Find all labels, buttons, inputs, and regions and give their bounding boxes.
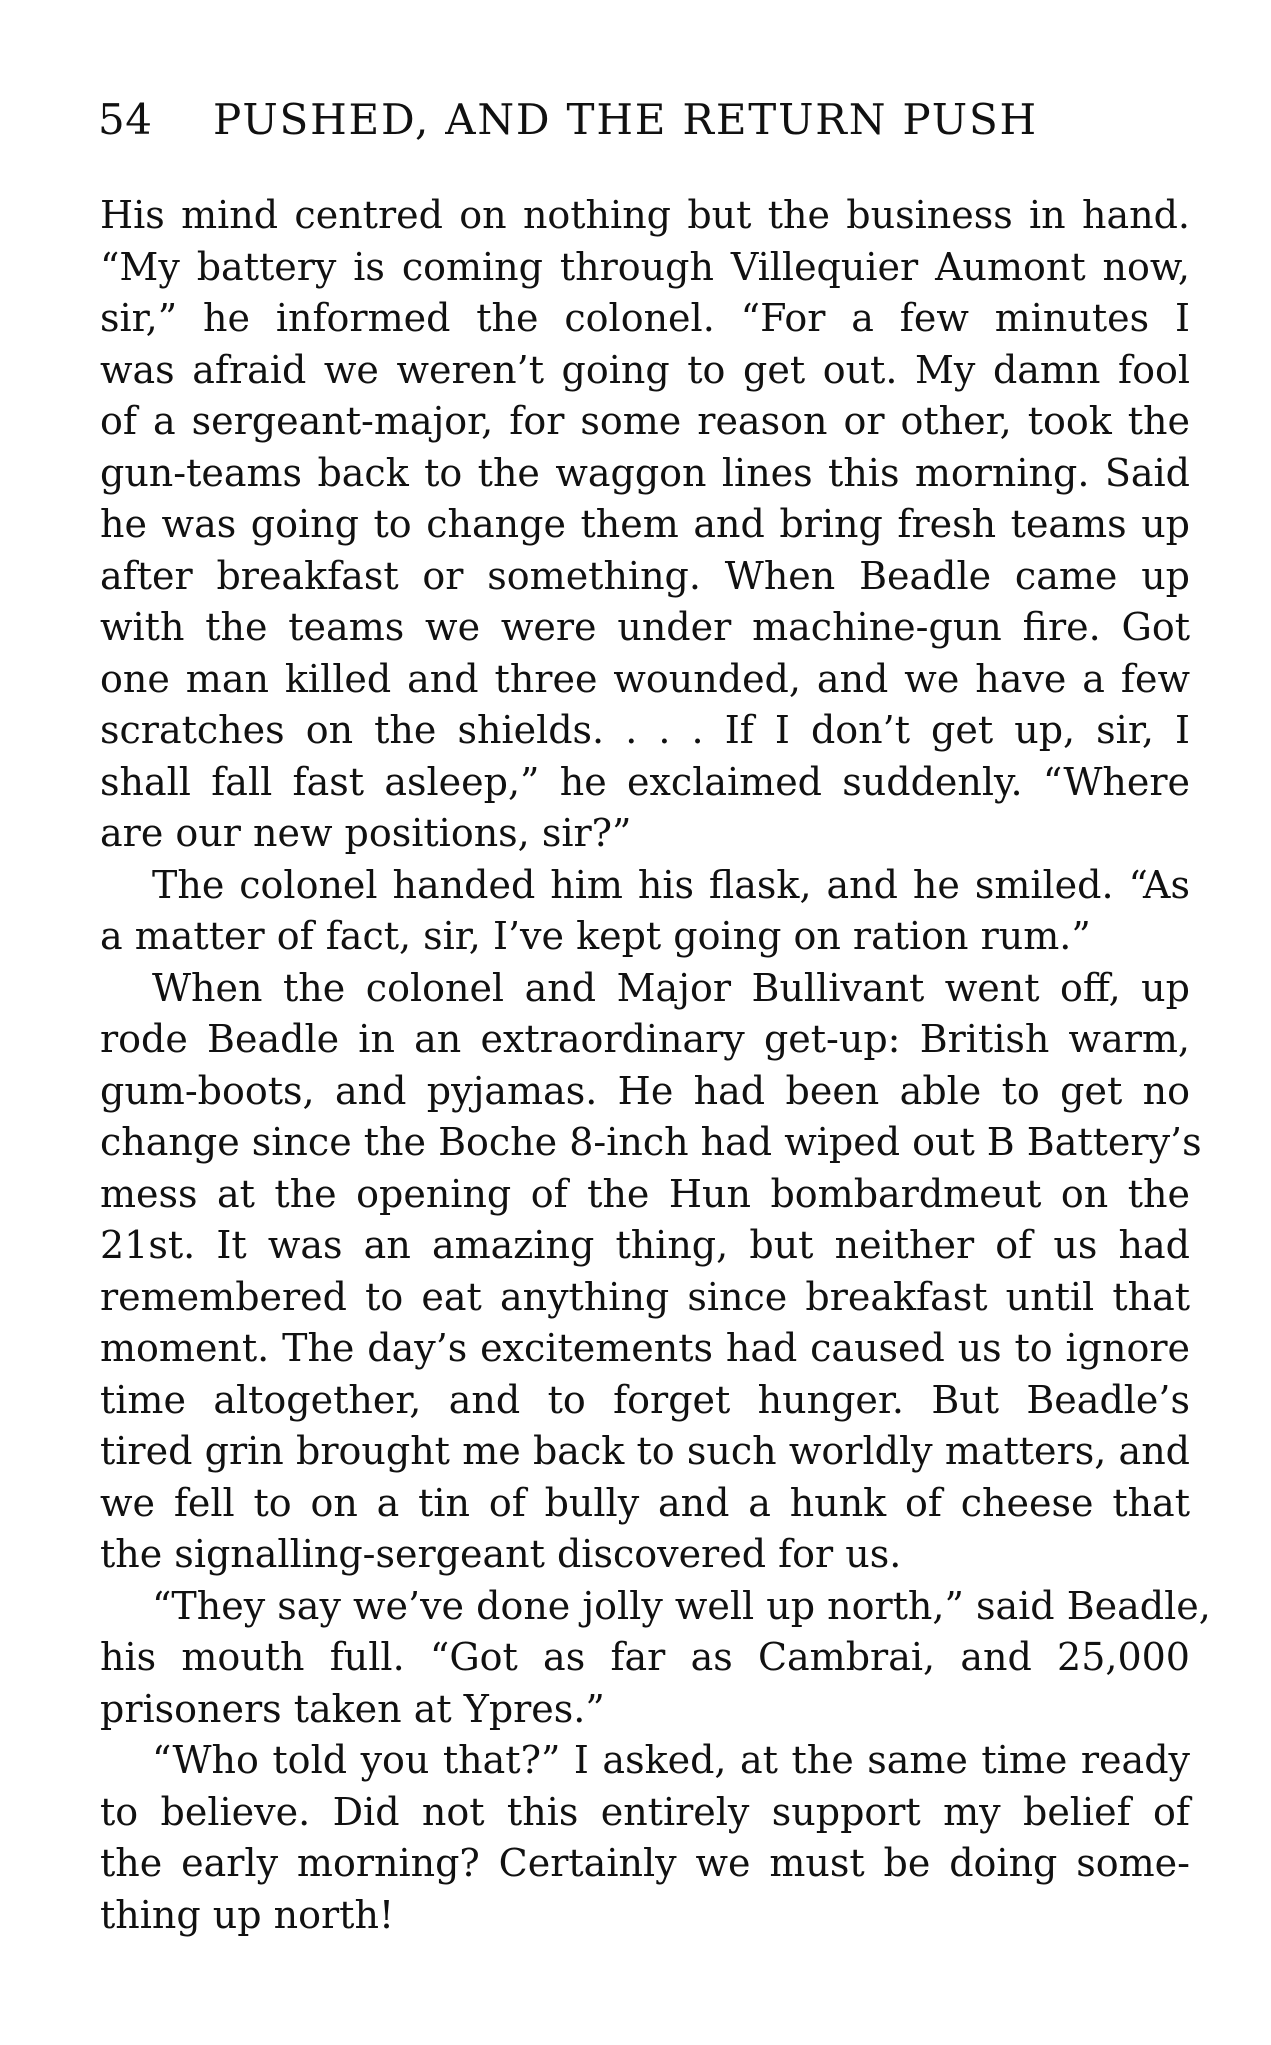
text-line: gun-teams back to the waggon lines this morning. Said <box>100 450 1190 495</box>
body-text <box>100 190 1211 1941</box>
text-line: “Who told you that?” I asked, at the same time ready <box>152 1738 1190 1782</box>
text-line: the signalling-sergeant discovered for us. <box>100 1532 902 1576</box>
text-line: tired grin brought me back to such worldly matters, and <box>100 1429 1190 1473</box>
text-line: The colonel handed him his flask, and he smiled. “As <box>152 862 1190 907</box>
text-line: 21st. It was an amazing thing, but neither of us had <box>100 1223 1190 1267</box>
text-line: thing up north! <box>100 1892 395 1937</box>
text-line: a matter of fact, sir, I’ve kept going on ration rum.” <box>100 914 1091 958</box>
text-line: His mind centred on nothing but the business in hand. <box>100 193 1190 237</box>
text-line: scratches on the shields. . . . If I don’t get up, sir, I <box>100 708 1190 752</box>
text-line: rode Beadle in an extraordinary get-up: British warm, <box>100 1017 1190 1061</box>
running-head <box>98 95 1188 145</box>
text-line: remembered to eat anything since breakfast until that <box>100 1274 1190 1319</box>
text-line: prisoners taken at Ypres.” <box>100 1686 605 1731</box>
text-line: “They say we’ve done jolly well up north,” said Beadle, <box>152 1583 1211 1628</box>
text-line: shall fall fast asleep,” he exclaimed suddenly. “Where <box>100 759 1190 804</box>
text-line: change since the Boche 8-inch had wiped out B Battery’s <box>100 1120 1202 1164</box>
text-line: he was going to change them and bring fresh teams up <box>100 502 1190 546</box>
page-number: 54 <box>98 95 153 144</box>
text-line: was afraid we weren’t going to get out. My damn fool <box>100 347 1190 392</box>
text-line: after breakfast or something. When Beadle came up <box>100 553 1190 598</box>
text-line: When the colonel and Major Bullivant went off, up <box>152 965 1190 1010</box>
text-line: sir,” he informed the colonel. “For a few minutes I <box>100 296 1190 340</box>
text-line: to believe. Did not this entirely support my belief of <box>100 1789 1190 1834</box>
text-line: moment. The day’s excitements had caused us to ignore <box>100 1326 1190 1370</box>
text-line: gum-boots, and pyjamas. He had been able to get no <box>100 1068 1190 1113</box>
text-line: the early morning? Certainly we must be doing some- <box>100 1841 1190 1885</box>
text-line: “My battery is coming through Villequier Aumont now, <box>100 244 1190 289</box>
text-line: are our new positions, sir?” <box>100 811 632 855</box>
text-line: mess at the opening of the Hun bombardmeut on the <box>100 1171 1190 1216</box>
text-line: one man killed and three wounded, and we have a few <box>100 656 1190 701</box>
running-title: PUSHED, AND THE RETURN PUSH <box>213 95 1038 144</box>
text-line: of a sergeant-major, for some reason or other, took the <box>100 399 1190 443</box>
text-line: time altogether, and to forget hunger. But Beadle’s <box>100 1377 1190 1422</box>
text-line: his mouth full. “Got as far as Cambrai, and 25,000 <box>100 1635 1190 1679</box>
text-line: with the teams we were under machine-gun fire. Got <box>100 605 1190 649</box>
text-line: we fell to on a tin of bully and a hunk of cheese that <box>100 1480 1190 1525</box>
